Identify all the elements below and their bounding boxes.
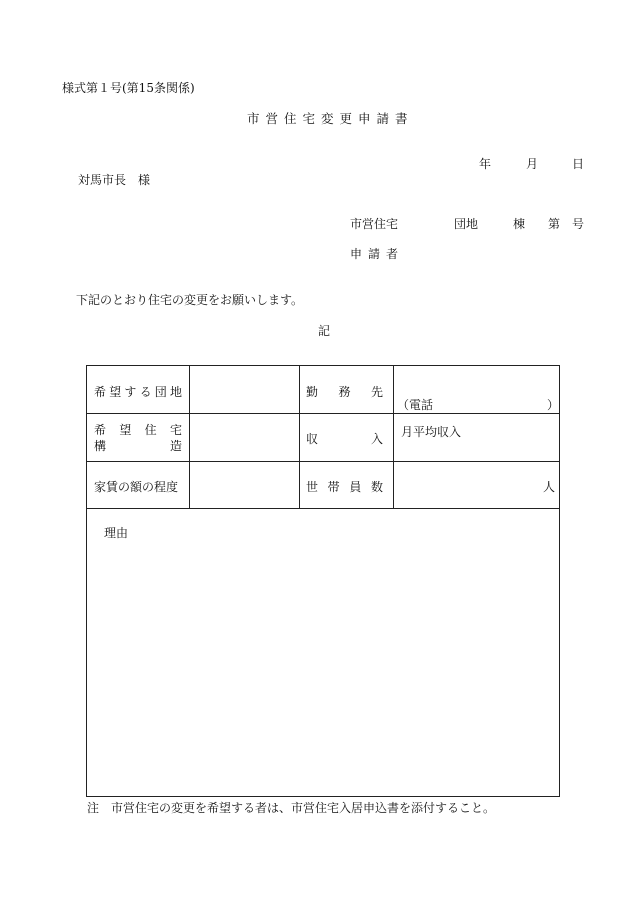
desired-complex-label: 希 望 す る 団 地 [94, 385, 182, 399]
date-month: 月 [526, 157, 539, 171]
form-number: 様式第１号(第15条関係) [62, 81, 195, 95]
housing-label: 市営住宅 [350, 217, 399, 231]
reason-field[interactable] [88, 509, 558, 795]
page-title: 市営住宅変更申請書 [247, 111, 414, 126]
desired-house-label-line1: 希 望 住 宅 [94, 423, 182, 437]
desired-house-label-line2: 構 造 [94, 439, 182, 453]
date-day: 日 [572, 157, 585, 171]
footer-note: 注 市営住宅の変更を希望する者は、市営住宅入居申込書を添付すること。 [87, 801, 496, 815]
rent-level-label: 家賃の額の程度 [94, 480, 179, 494]
income-label: 収 入 [306, 432, 383, 446]
monthly-income-label: 月平均収入 [401, 425, 462, 439]
danchi-label: 団地 [454, 217, 479, 231]
person-unit: 人 [543, 480, 556, 494]
monthly-income-field[interactable] [394, 414, 559, 460]
dai-label: 第 [548, 217, 561, 231]
applicant-label: 申請者 [350, 247, 405, 261]
phone-open: （電話 [397, 398, 434, 412]
household-members-field[interactable] [394, 462, 559, 507]
col-divider [299, 366, 300, 508]
request-text: 下記のとおり住宅の変更をお願いします。 [76, 293, 304, 307]
phone-close: ） [547, 398, 560, 412]
tou-label: 棟 [513, 217, 526, 231]
addressee: 対馬市長 様 [78, 173, 151, 187]
reason-label: 理由 [104, 526, 129, 540]
gou-label: 号 [572, 217, 585, 231]
application-form-table [86, 365, 560, 797]
desired-house-field[interactable] [190, 414, 298, 460]
date-year: 年 [479, 157, 492, 171]
rent-level-field[interactable] [190, 462, 298, 507]
ki-heading: 記 [318, 324, 331, 338]
household-members-label: 世 帯 員 数 [306, 480, 383, 494]
workplace-label: 勤 務 先 [306, 385, 383, 399]
desired-complex-field[interactable] [190, 367, 298, 412]
